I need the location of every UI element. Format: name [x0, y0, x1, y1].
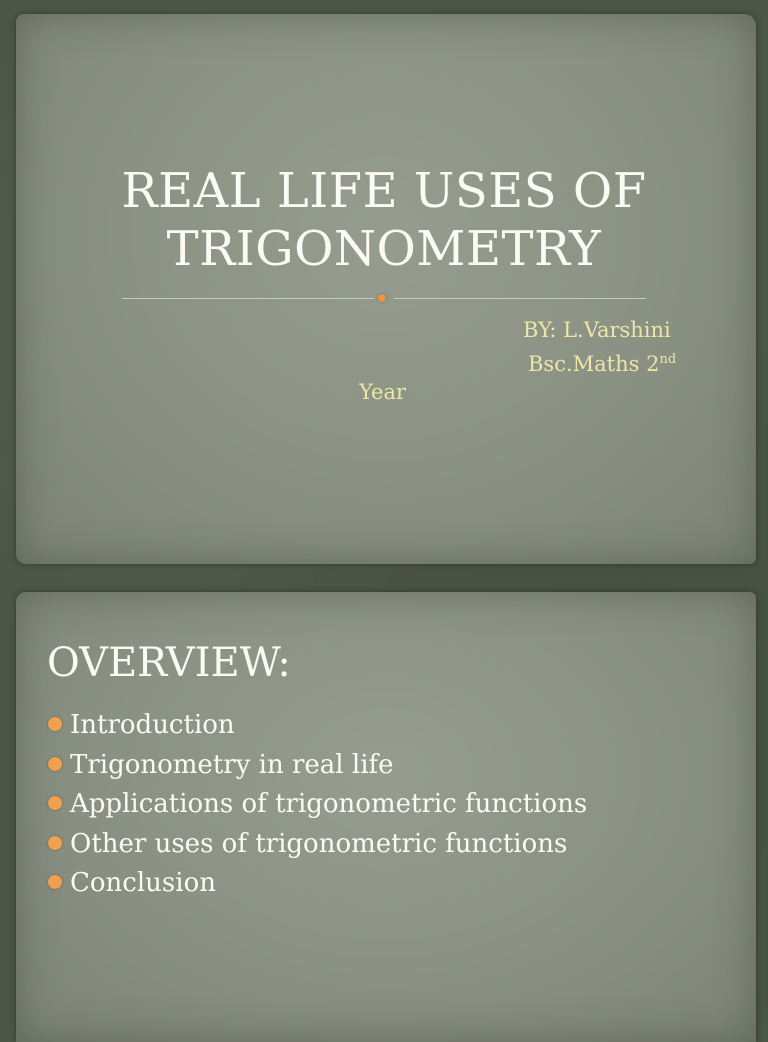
list-item-text: Trigonometry in real life: [70, 749, 394, 780]
bullet-icon: [48, 875, 62, 889]
list-item-text: Applications of trigonometric functions: [70, 789, 588, 819]
list-item: [48, 785, 587, 825]
bullet-icon: [48, 836, 62, 850]
list-item: [48, 746, 587, 786]
divider-dot-icon: [378, 294, 386, 302]
slide-title: [0, 162, 768, 278]
bullet-icon: [48, 717, 62, 731]
title-divider: [122, 297, 646, 300]
list-item-text: Introduction: [70, 710, 235, 740]
author-course-ordinal: nd: [659, 352, 677, 367]
author-course: [528, 351, 676, 377]
divider-line-right: [394, 298, 646, 299]
bullet-icon: [48, 757, 62, 771]
list-item-text: Conclusion: [70, 868, 216, 898]
divider-line-left: [122, 298, 374, 299]
author-course-text: Bsc.Maths 2: [528, 352, 660, 376]
overview-heading: OVERVIEW:: [47, 640, 291, 686]
slide-title-line-2: TRIGONOMETRY: [166, 221, 602, 277]
list-item: [48, 825, 587, 865]
overview-list: [48, 706, 587, 904]
list-item: [48, 706, 587, 746]
slide-title-line-1: REAL LIFE USES OF: [121, 163, 647, 219]
bullet-icon: [48, 796, 62, 810]
title-slide: [16, 14, 756, 564]
list-item-text: Other uses of trigonometric functions: [70, 828, 568, 859]
author-year: Year: [359, 380, 407, 404]
list-item: [48, 864, 587, 904]
author-name: BY: L.Varshini: [523, 318, 671, 342]
